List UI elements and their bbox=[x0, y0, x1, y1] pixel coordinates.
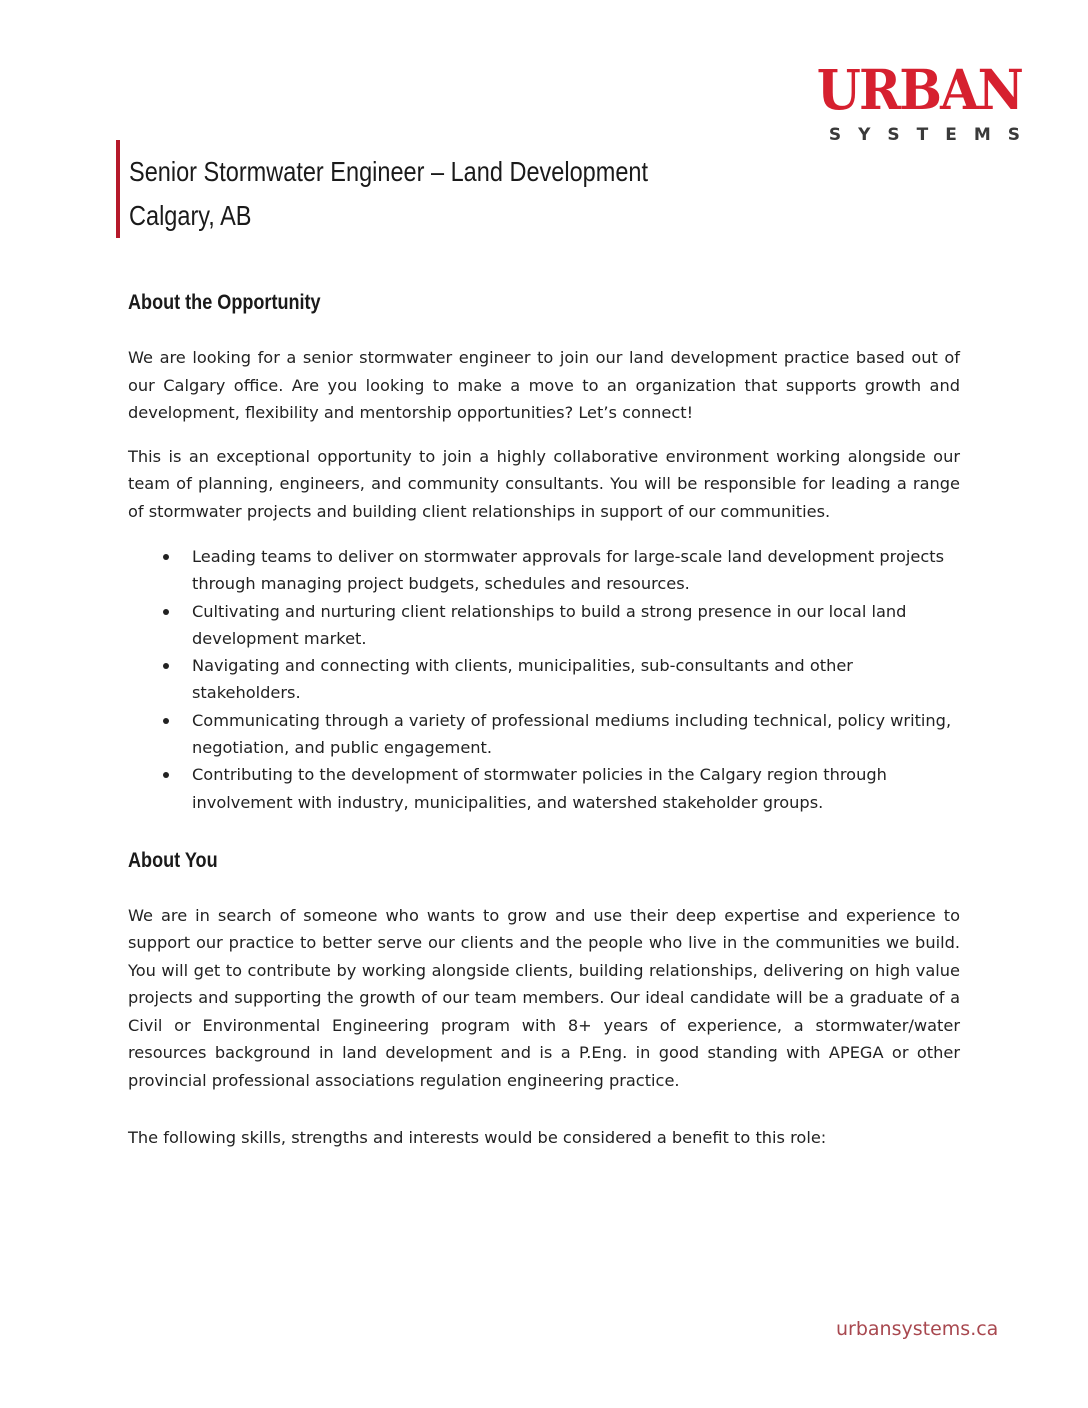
list-item: Contributing to the development of stormwater policies in the Calgary region through involvement with industry, municipalities, and watershed stakeholder groups. bbox=[192, 761, 960, 816]
logo-wordmark-urban: URBAN bbox=[816, 57, 1022, 122]
job-title-block bbox=[116, 140, 747, 238]
paragraph-skills-intro: The following skills, strengths and interests would be considered a benefit to this role: bbox=[128, 1128, 827, 1148]
paragraph-about-you: We are in search of someone who wants to grow and use their deep expertise and experience to support our practice to better serve our clients and the people who live in the communities we build. You will get to contribute by working alongside clients, building relationships, delivering on high value projects and supporting the growth of our team members. Our ideal candidate will be a graduate of a Civil or Environmental Engineering program with 8+ years of experience, a stormwater/water resources background in land development and is a P.Eng. in good standing with APEGA or other provincial professional associations regulation engineering practice. bbox=[128, 905, 960, 1090]
list-item: Cultivating and nurturing client relationships to build a strong presence in our local land development market. bbox=[192, 598, 960, 653]
paragraph-opportunity: This is an exceptional opportunity to join a highly collaborative environment working alongside our team of planning, engineers, and community consultants. You will be responsible for leading a range of stormwater projects and building client relationships in support of our communities. bbox=[128, 446, 960, 521]
document-body bbox=[128, 286, 960, 1152]
footer-website: urbansystems.ca bbox=[836, 1318, 999, 1340]
list-item: Navigating and connecting with clients, municipalities, sub-consultants and other stakeholders. bbox=[192, 652, 960, 707]
list-item: Communicating through a variety of professional mediums including technical, policy writing, negotiation, and public engagement. bbox=[192, 707, 960, 762]
job-location: Calgary, AB bbox=[129, 200, 252, 231]
heading-about-you: About You bbox=[128, 848, 218, 872]
heading-about-opportunity: About the Opportunity bbox=[128, 291, 321, 314]
list-item: Leading teams to deliver on stormwater approvals for large-scale land development projects through managing project budgets, schedules and resources. bbox=[192, 543, 960, 598]
company-logo bbox=[796, 57, 1037, 145]
paragraph-intro: We are looking for a senior stormwater engineer to join our land development practice based out of our Calgary office. Are you looking to make a move to an organization that supports growth and development, flexibility and mentorship opportunities? Let’s connect! bbox=[128, 348, 960, 422]
logo-wordmark-systems: SYSTEMS bbox=[828, 125, 1037, 145]
job-title: Senior Stormwater Engineer – Land Development bbox=[129, 156, 649, 187]
responsibilities-list bbox=[128, 543, 960, 816]
